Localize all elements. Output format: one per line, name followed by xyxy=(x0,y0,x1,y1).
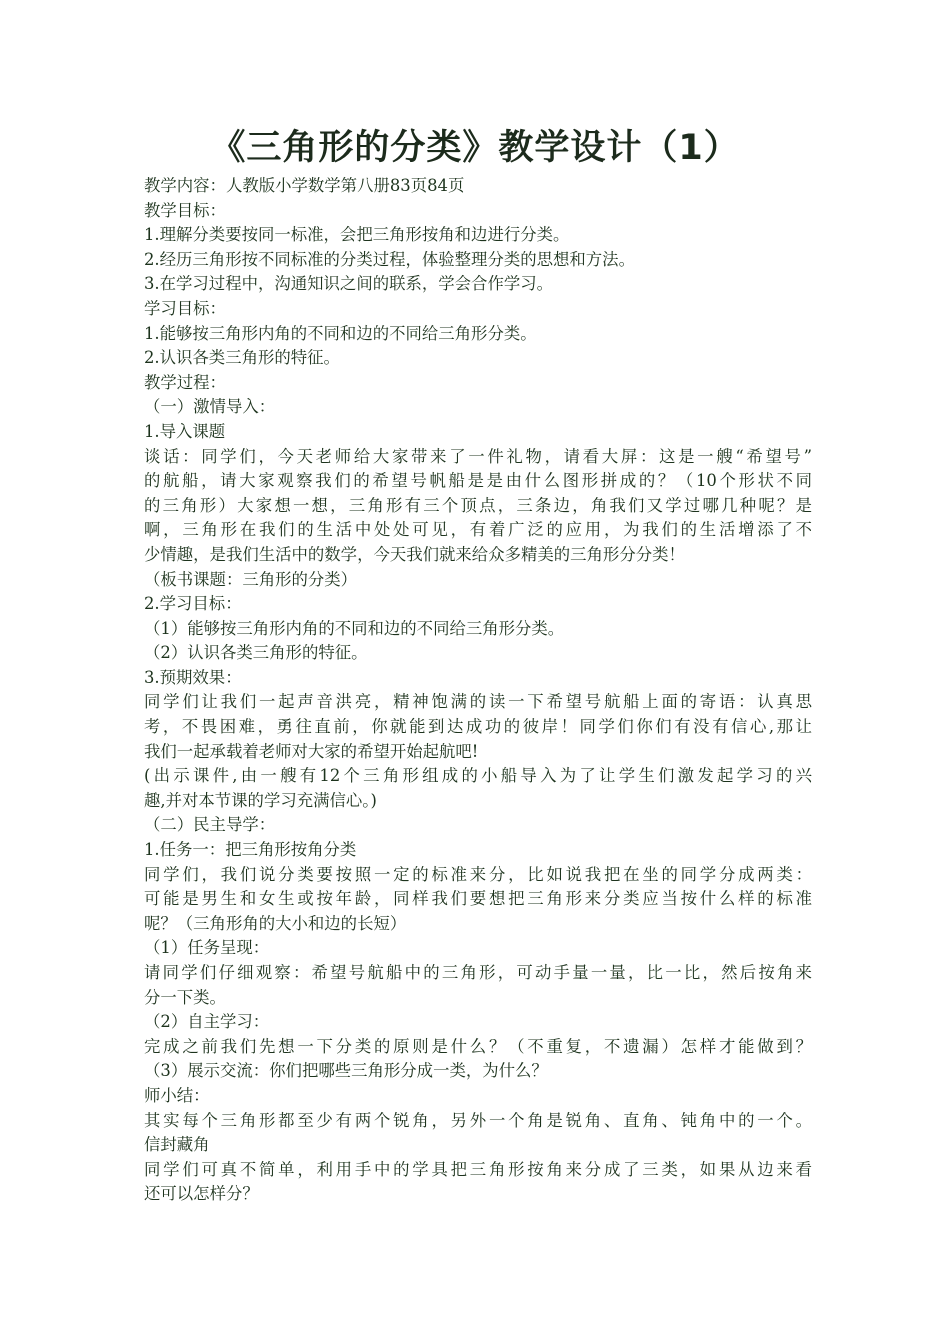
body-line: 其实每个三角形都至少有两个锐角，另外一个角是锐角、直角、钝角中的一个。 xyxy=(144,1110,812,1130)
body-line: （1）任务呈现： xyxy=(144,938,270,958)
body-line: 教学过程： xyxy=(144,372,226,392)
body-line: 学习目标： xyxy=(144,298,226,318)
body-line: （2）认识各类三角形的特征。 xyxy=(144,643,368,663)
body-line: 谈话：同学们，今天老师给大家带来了一件礼物，请看大屏：这是一艘“希望号” xyxy=(144,446,812,466)
document-body xyxy=(144,174,812,1207)
body-line: 考，不畏困难，勇往直前，你就能到达成功的彼岸！同学们你们有没有信心,那让 xyxy=(144,717,812,737)
body-line: 师小结： xyxy=(144,1085,210,1105)
body-line: 少情趣，是我们生活中的数学，今天我们就来给众多精美的三角形分分类！ xyxy=(144,544,685,564)
body-line: 完成之前我们先想一下分类的原则是什么？（不重复，不遗漏）怎样才能做到？ xyxy=(144,1036,812,1056)
body-line: 3.预期效果： xyxy=(144,667,242,687)
body-line: 啊，三角形在我们的生活中处处可见，有着广泛的应用，为我们的生活增添了不 xyxy=(144,520,812,540)
body-line: （二）民主导学： xyxy=(144,815,276,835)
body-line: 1.导入课题 xyxy=(144,421,226,441)
body-line: 呢？（三角形角的大小和边的长短） xyxy=(144,913,407,933)
body-line: 2.经历三角形按不同标准的分类过程，体验整理分类的思想和方法。 xyxy=(144,249,635,269)
body-line: 同学们让我们一起声音洪亮，精神饱满的读一下希望号航船上面的寄语：认真思 xyxy=(144,692,812,712)
body-line: 的三角形）大家想一想，三角形有三个顶点，三条边，角我们又学过哪几种呢？是 xyxy=(144,495,812,515)
body-line: （一）激情导入： xyxy=(144,397,276,417)
body-line: 教学内容：人教版小学数学第八册83页84页 xyxy=(144,176,465,195)
body-line: （1）能够按三角形内角的不同和边的不同给三角形分类。 xyxy=(144,618,565,638)
body-line: (出示课件,由一艘有12个三角形组成的小船导入为了让学生们激发起学习的兴 xyxy=(144,766,812,786)
body-line: 同学们可真不简单，利用手中的学具把三角形按角来分成了三类，如果从边来看 xyxy=(144,1159,812,1179)
body-line: 教学目标： xyxy=(144,200,226,220)
body-line: 1.任务一：把三角形按角分类 xyxy=(144,840,357,860)
body-line: 2.学习目标： xyxy=(144,594,242,614)
body-line: （板书课题：三角形的分类） xyxy=(144,569,358,589)
body-line: （3）展示交流：你们把哪些三角形分成一类，为什么？ xyxy=(144,1061,548,1081)
body-line: 还可以怎样分？ xyxy=(144,1184,259,1204)
body-line: 1.能够按三角形内角的不同和边的不同给三角形分类。 xyxy=(144,323,537,343)
body-line: 2.认识各类三角形的特征。 xyxy=(144,348,340,368)
body-line: 同学们，我们说分类要按照一定的标准来分，比如说我把在坐的同学分成两类： xyxy=(144,864,812,884)
body-line: 可能是男生和女生或按年龄，同样我们要想把三角形来分类应当按什么样的标准 xyxy=(144,889,812,909)
body-line: 信封藏角 xyxy=(144,1135,210,1155)
body-line: （2）自主学习： xyxy=(144,1012,270,1032)
body-line: 1.理解分类要按同一标准，会把三角形按角和边进行分类。 xyxy=(144,225,570,245)
document-title: 《三角形的分类》教学设计（1） xyxy=(210,128,740,168)
body-line: 的航船，请大家观察我们的希望号帆船是是由什么图形拼成的？（10个形状不同 xyxy=(144,471,812,491)
body-line: 趣,并对本节课的学习充满信心。) xyxy=(144,790,377,810)
body-line: 我们一起承载着老师对大家的希望开始起航吧! xyxy=(144,741,479,761)
body-line: 分一下类。 xyxy=(144,987,226,1007)
body-line: 3.在学习过程中，沟通知识之间的联系，学会合作学习。 xyxy=(144,274,554,294)
body-line: 请同学们仔细观察：希望号航船中的三角形，可动手量一量，比一比，然后按角来 xyxy=(144,963,812,982)
